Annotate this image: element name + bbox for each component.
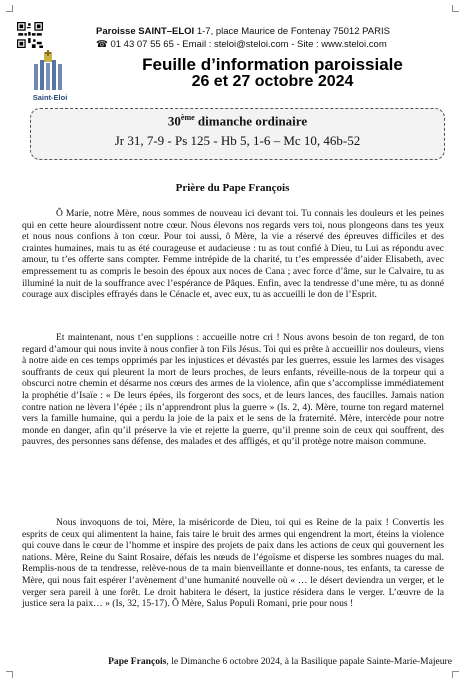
page-corner-mark bbox=[452, 671, 459, 678]
signature-details: , le Dimanche 6 octobre 2024, à la Basilique papale Sainte-Marie-Majeure bbox=[166, 656, 452, 667]
sunday-title bbox=[31, 113, 444, 129]
qr-code-icon bbox=[17, 22, 43, 48]
sunday-box bbox=[30, 108, 445, 160]
page-date: 26 et 27 octobre 2024 bbox=[191, 73, 354, 90]
prayer-title: Prière du Pape François bbox=[175, 182, 290, 194]
prayer-signature bbox=[22, 656, 452, 668]
page-corner-mark bbox=[6, 671, 13, 678]
page-title: Feuille d’information paroissiale bbox=[142, 55, 403, 74]
sunday-readings: Jr 31, 7-9 - Ps 125 - Hb 5, 1-6 – Mc 10, 46b-52 bbox=[114, 133, 361, 148]
sunday-name: dimanche ordinaire bbox=[194, 113, 308, 129]
sunday-ordinal-number: 30 bbox=[167, 113, 181, 129]
parish-logo-icon bbox=[30, 50, 66, 94]
parish-address: 1-7, place Maurice de Fontenay 75012 PARIS bbox=[194, 26, 390, 37]
parish-contact-line: ☎ 01 43 07 55 65 - Email : steloi@steloi.com - Site : www.steloi.com bbox=[96, 39, 387, 50]
page-corner-mark bbox=[452, 5, 459, 12]
sunday-ordinal-suffix: ème bbox=[180, 113, 195, 122]
signature-name: Pape François bbox=[108, 656, 167, 667]
parish-name: Paroisse SAINT–ELOI bbox=[96, 26, 195, 37]
prayer-paragraph: Nous invoquons de toi, Mère, la miséricorde de Dieu, toi qui es Reine de la paix ! Convertis les esprits de ceux qui alimentent la haine, fais taire le bruit des armes qui engendrent la mort, éteins la violence qui couve dans le cœur de l’homme et inspire des projets de paix dans les actions de ceux qui gouvernent les nations. Mère, Reine du Saint Rosaire, défais les nœuds de l’égoïsme et disperse les sombres nuages du mal. Remplis-nous de ta tendresse, relève-nous de ta main bienveillante et donne-nous, tes enfants, ta caresse de Mère, qui nous fait espérer l’avènement d’une humanité nouvelle où « … le désert deviendra un verger, et le verger sera pareil à une forêt. Le droit habitera le désert, la justice résidera dans le verger. L’œuvre de la justice sera la paix… » (Is, 32, 15-17). Ô Mère, Salus Populi Romani, prie pour nous ! bbox=[22, 517, 444, 610]
parish-address-line bbox=[96, 26, 390, 37]
logo-label: Saint-Eloi bbox=[32, 93, 68, 102]
prayer-paragraph: Ô Marie, notre Mère, nous sommes de nouveau ici devant toi. Tu connais les douleurs et les peines qui en cette heure alourdissent notre cœur. Nous élevons nos regards vers toi, nous plongeons dans tes yeux et nous nous confions à ton cœur. Pour toi aussi, ô Mère, la vie a réservé des épreuves difficiles et des craintes humaines, mais tu as été courageuse et audacieuse : tu as tout confié à Dieu, tu Lui as répondu avec amour, tu t’es offerte sans compter. Femme intrépide de la charité, tu t’es empressée d’aider Elisabeth, avec empressement tu as compris le besoin des époux aux noces de Cana ; avec force d’âme, sur le Calvaire, tu as illuminé la nuit de la souffrance avec l’espérance de Pâques. Enfin, avec la tendresse d’une mère, tu as donné courage aux disciples effrayés dans le Cénacle et, avec eux, tu as accueilli le don de l’Esprit. bbox=[22, 208, 444, 301]
prayer-paragraph: Et maintenant, nous t’en supplions : accueille notre cri ! Nous avons besoin de ton regard, de ton regard d’amour qui nous invite à nous confier à ton Fils Jésus. Toi qui es prête à accueillir nos douleurs, viens à notre aide en ces temps opprimés par les injustices et dévastés par les guerres, essuie les larmes des visages souffrants de ceux qui pleurent la mort de leurs proches, de leurs enfants, réveille-nous de la torpeur qui a obscurci notre chemin et désarme nos cœurs des armes de la violence, afin que s’accomplisse immédiatement la prophétie d’Isaïe : « De leurs épées, ils forgeront des socs, et de leurs lances, des faucilles. Jamais nation contre nation ne lèvera l’épée ; ils n’apprendront plus la guerre » (Is. 2, 4). Mère, tourne ton regard maternel vers la famille humaine, qui a perdu la joie de la paix et le sens de la fraternité. Mère, intercède pour notre monde en danger, afin qu’il préserve la vie et rejette la guerre, qu’il prenne soin de ceux qui souffrent, des pauvres, des personnes sans défense, des malades et des affligés, et qu’il protège notre maison commune. bbox=[22, 332, 444, 448]
page-corner-mark bbox=[6, 5, 13, 12]
